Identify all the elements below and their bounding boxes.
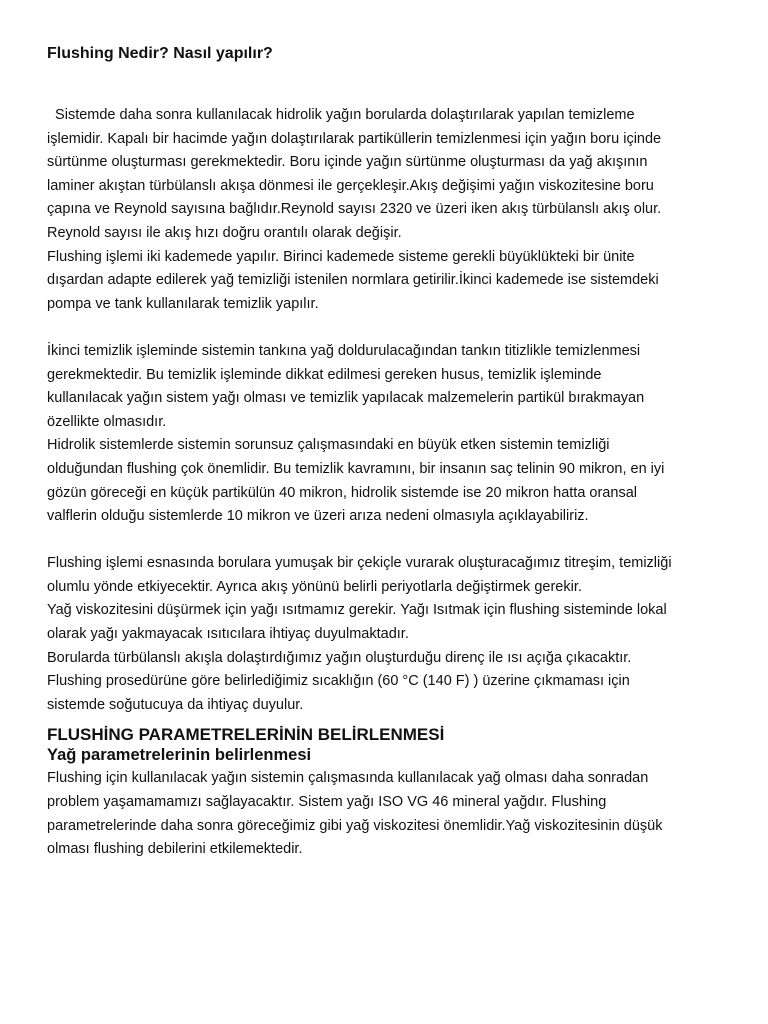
text-line: Borularda türbülanslı akışla dolaştırdığımız yağın oluşturduğu direnç ile ısı açığa çıkacaktır. [47, 649, 632, 666]
paragraph-oil-parameters [47, 767, 727, 861]
text-line: pompa ve tank kullanılarak temizlik yapılır. [47, 295, 319, 312]
paragraph-gap [47, 529, 727, 553]
text-line: parametrelerinde daha sonra göreceğimiz gibi yağ viskozitesi önemlidir.Yağ viskozitesinin düşük [47, 817, 663, 834]
text-line: Flushing işlemi iki kademede yapılır. Birinci kademede sisteme gerekli büyüklükteki bir ünite [47, 248, 635, 265]
text-line: valflerin olduğu sistemlerde 10 mikron ve üzeri arıza nedeni olmasıyla açıklayabiliriz. [47, 508, 589, 525]
text-line: kullanılacak yağın sistem yağı olması ve temizlik yapılacak malzemelerin partikül bırakmayan [47, 390, 645, 407]
text-line: sistemde soğutucuya da ihtiyaç duyulur. [47, 696, 304, 713]
paragraph-gap [47, 316, 727, 340]
text-line: işlemidir. Kapalı bir hacimde yağın dolaştırılarak partiküllerin temizlenmesi için yağın boru içinde [47, 130, 662, 147]
text-line: Flushing prosedürüne göre belirlediğimiz sıcaklığın (60 °C (140 F) ) üzerine çıkmaması için [47, 673, 630, 690]
text-line: Yağ viskozitesini düşürmek için yağı ısıtmamız gerekir. Yağı Isıtmak için flushing sisteminde lokal [47, 602, 667, 619]
text-line: Flushing işlemi esnasında borulara yumuşak bir çekiçle vurarak oluşturacağımız titreşim, temizliği [47, 555, 672, 572]
text-line: olumlu yönde etkiyecektir. Ayrıca akış yönünü belirli periyotlarla değiştirmek gerekir. [47, 578, 582, 595]
text-line: laminer akıştan türbülanslı akışa dönmesi ile gerçekleşir.Akış değişimi yağın viskozitesine boru [47, 177, 654, 194]
text-line: Flushing için kullanılacak yağın sistemin çalışmasında kullanılacak yağ olması daha sonradan [47, 770, 649, 787]
text-line: gerekmektedir. Bu temizlik işleminde dikkat edilmesi gereken husus, temizlik işleminde [47, 366, 602, 383]
text-line: olduğundan flushing çok önemlidir. Bu temizlik kavramını, bir insanın saç telinin 90 mikron, en iyi [47, 460, 665, 477]
text-line: olması flushing debilerini etkilemektedir. [47, 841, 303, 858]
text-line: Sistemde daha sonra kullanılacak hidrolik yağın borularda dolaştırılarak yapılan temizleme [47, 107, 635, 123]
text-line: çapına ve Reynold sayısına bağlıdır.Reynold sayısı 2320 ve üzeri iken akış türbülanslı akış olur. [47, 201, 662, 218]
text-line: Reynold sayısı ile akış hızı doğru orantılı olarak değişir. [47, 224, 402, 241]
text-line: özellikte olmasıdır. [47, 413, 167, 430]
paragraph-flushing-definition [47, 104, 727, 316]
text-line: dışardan adapte edilerek yağ temizliği istenilen normlara getirilir.İkinci kademede ise sistemdeki [47, 272, 659, 289]
text-line: olarak yağı yakmayacak ısıtıcılara ihtiyaç duyulmaktadır. [47, 626, 409, 643]
text-line: sürtünme oluşturması gerekmektedir. Boru içinde yağın sürtünme oluşturması da yağ akışının [47, 154, 648, 171]
text-line: gözün göreceği en küçük partikülün 40 mikron, hidrolik sistemde ise 20 mikron hatta oransal [47, 484, 637, 501]
section-heading: FLUSHİNG PARAMETRELERİNİN BELİRLENMESİ [47, 725, 445, 745]
text-line: Hidrolik sistemlerde sistemin sorunsuz çalışmasındaki en büyük etken sistemin temizliği [47, 437, 610, 454]
document-page [47, 44, 727, 862]
page-title: Flushing Nedir? Nasıl yapılır? [47, 45, 273, 62]
subsection-heading: Yağ parametrelerinin belirlenmesi [47, 746, 312, 765]
text-line: problem yaşamamamızı sağlayacaktır. Sistem yağı ISO VG 46 mineral yağdır. Flushing [47, 794, 607, 811]
paragraph-flushing-process [47, 552, 727, 717]
paragraph-second-cleaning [47, 340, 727, 529]
text-line: İkinci temizlik işleminde sistemin tankına yağ doldurulacağından tankın titizlikle temizlenmesi [47, 342, 641, 359]
